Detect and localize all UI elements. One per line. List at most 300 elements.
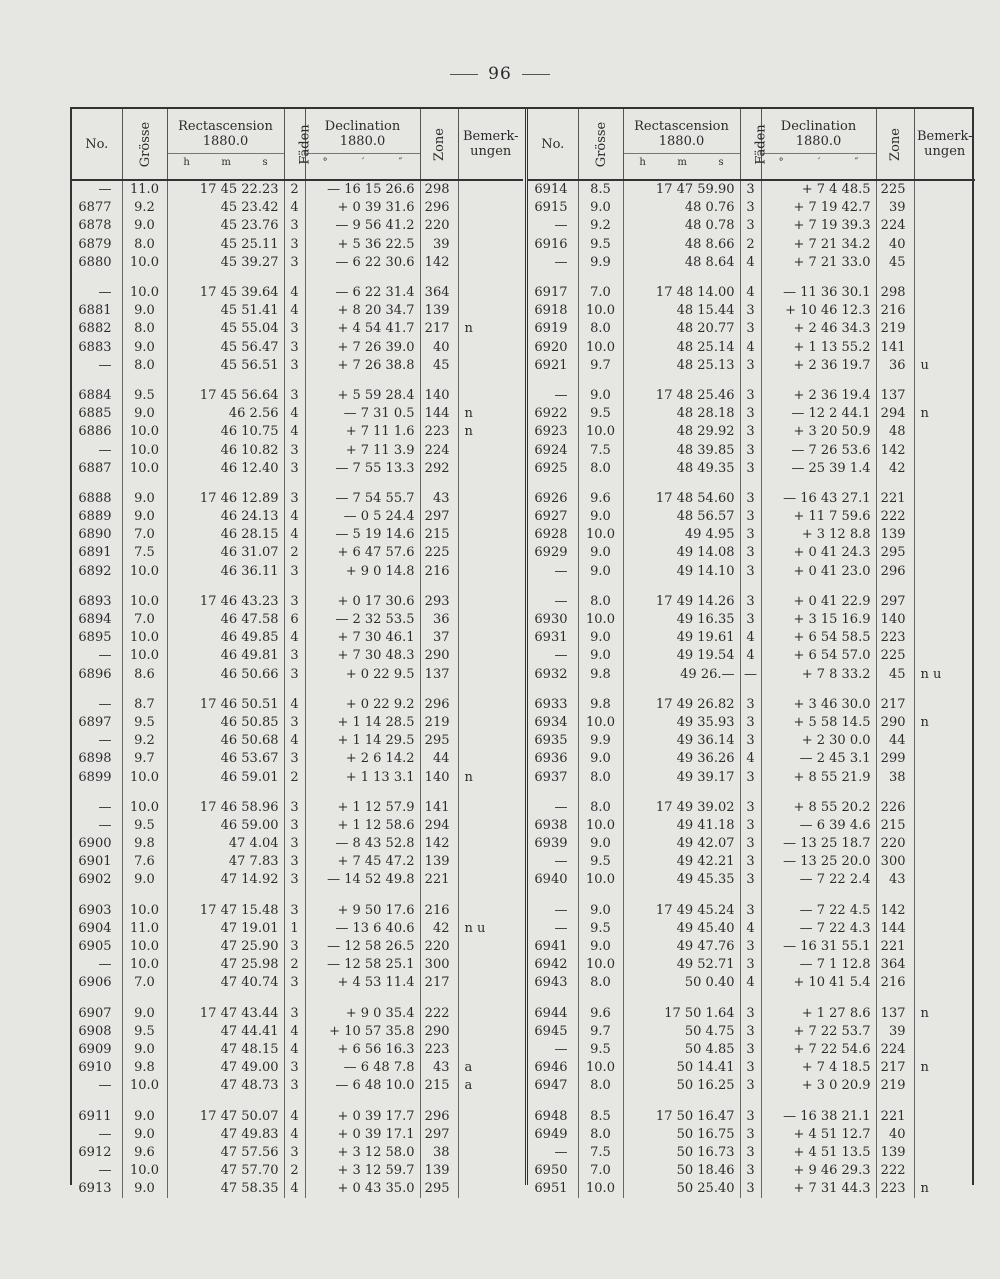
right-ascension-cell: 49 52.71 (623, 956, 740, 974)
zone-cell: 221 (876, 1095, 914, 1125)
right-ascension-cell: 46 53.67 (167, 750, 284, 768)
threads-cell: 3 (740, 563, 761, 581)
magnitude-cell: 9.7 (578, 1023, 623, 1041)
right-ascension-cell: 17 47 15.48 (167, 890, 284, 920)
star-number-cell: 6944 (528, 993, 578, 1023)
threads-cell: 3 (740, 526, 761, 544)
zone-cell: 297 (420, 508, 458, 526)
star-number-cell: — (72, 357, 122, 375)
threads-cell: 3 (740, 993, 761, 1023)
threads-cell: 3 (740, 1041, 761, 1059)
remarks-cell (458, 684, 523, 714)
declination-cell: — 16 31 55.1 (761, 938, 876, 956)
star-number-cell: — (528, 217, 578, 235)
right-ascension-cell: 46 2.56 (167, 405, 284, 423)
zone-cell: 220 (876, 835, 914, 853)
threads-cell: 3 (740, 890, 761, 920)
table-row (528, 272, 975, 302)
star-number-cell: 6908 (72, 1023, 122, 1041)
magnitude-cell: 11.0 (122, 180, 167, 199)
header-zone: Zone (876, 109, 914, 180)
zone-cell: 225 (876, 180, 914, 199)
declination-cell: + 3 12 58.0 (305, 1144, 420, 1162)
zone-cell: 221 (420, 871, 458, 889)
star-number-cell: 6921 (528, 357, 578, 375)
threads-cell: 3 (740, 835, 761, 853)
right-ascension-cell: 49 4.95 (623, 526, 740, 544)
zone-cell: 137 (876, 993, 914, 1023)
right-ascension-cell: 49 36.26 (623, 750, 740, 768)
threads-cell: 4 (284, 508, 305, 526)
table-row (528, 956, 975, 974)
remarks-cell (458, 714, 523, 732)
star-number-cell: 6934 (528, 714, 578, 732)
declination-cell: — 9 56 41.2 (305, 217, 420, 235)
threads-cell: 2 (284, 956, 305, 974)
star-number-cell: — (528, 787, 578, 817)
remarks-cell: a (464, 1060, 473, 1076)
table-row (528, 974, 975, 992)
right-ascension-cell: 47 57.56 (167, 1144, 284, 1162)
magnitude-cell: 11.0 (122, 920, 167, 938)
star-number-cell: — (528, 1144, 578, 1162)
right-ascension-cell: 46 59.01 (167, 768, 284, 786)
zone-cell: 42 (876, 460, 914, 478)
remarks-cell (914, 441, 975, 459)
star-number-cell: 6930 (528, 611, 578, 629)
declination-cell: — 16 15 26.6 (305, 180, 420, 199)
magnitude-cell: 9.5 (578, 920, 623, 938)
zone-cell: 219 (420, 714, 458, 732)
declination-cell: + 0 39 31.6 (305, 199, 420, 217)
table-row (72, 993, 523, 1023)
right-ascension-cell: 49 14.08 (623, 544, 740, 562)
right-ascension-cell: 17 50 16.47 (623, 1095, 740, 1125)
table-row (528, 1144, 975, 1162)
threads-cell: 3 (740, 423, 761, 441)
star-number-cell: 6927 (528, 508, 578, 526)
magnitude-cell: 8.0 (578, 768, 623, 786)
remarks-cell (914, 974, 975, 992)
declination-cell: + 6 47 57.6 (305, 544, 420, 562)
declination-cell: + 2 36 19.4 (761, 375, 876, 405)
star-number-cell: — (528, 890, 578, 920)
remarks-cell (458, 890, 523, 920)
remarks-cell (914, 732, 975, 750)
declination-cell: — 5 19 14.6 (305, 526, 420, 544)
star-number-cell: 6914 (528, 180, 578, 199)
magnitude-cell: 9.2 (578, 217, 623, 235)
right-ascension-cell: 17 49 45.24 (623, 890, 740, 920)
star-number-cell: 6882 (72, 320, 122, 338)
remarks-cell (458, 441, 523, 459)
zone-cell: 139 (420, 853, 458, 871)
right-ascension-cell: 17 49 26.82 (623, 684, 740, 714)
magnitude-cell: 9.0 (578, 544, 623, 562)
declination-cell: — 14 52 49.8 (305, 871, 420, 889)
threads-cell: 3 (740, 217, 761, 235)
star-number-cell: 6883 (72, 339, 122, 357)
threads-cell: 4 (284, 423, 305, 441)
table-row (528, 993, 975, 1023)
declination-cell: + 7 22 54.6 (761, 1041, 876, 1059)
remarks-cell (914, 217, 975, 235)
zone-cell: 40 (876, 236, 914, 254)
magnitude-cell: 10.0 (578, 1180, 623, 1198)
threads-cell: 4 (740, 974, 761, 992)
magnitude-cell: 8.0 (578, 974, 623, 992)
right-ascension-cell: 17 50 1.64 (623, 993, 740, 1023)
magnitude-cell: 10.0 (122, 890, 167, 920)
threads-cell: 4 (284, 684, 305, 714)
table-row (528, 581, 975, 611)
remarks-cell (458, 302, 523, 320)
star-number-cell: 6899 (72, 768, 122, 786)
header-declination: Declination 1880.0 ° ′ ″ (761, 109, 876, 180)
left-table-body (72, 180, 523, 1198)
right-ascension-cell: 50 4.85 (623, 1041, 740, 1059)
star-number-cell: — (528, 581, 578, 611)
table-row (528, 1126, 975, 1144)
zone-cell: 39 (876, 1023, 914, 1041)
threads-cell: 3 (284, 1059, 305, 1077)
magnitude-cell: 7.0 (578, 272, 623, 302)
table-row (72, 357, 523, 375)
star-number-cell: 6880 (72, 254, 122, 272)
right-ascension-cell: 17 46 43.23 (167, 581, 284, 611)
star-number-cell: — (528, 920, 578, 938)
header-rectascension: Rectascension 1880.0 h m s (167, 109, 284, 180)
magnitude-cell: 8.0 (122, 236, 167, 254)
remarks-cell (914, 581, 975, 611)
threads-cell: 3 (740, 817, 761, 835)
right-ascension-cell: 49 36.14 (623, 732, 740, 750)
zone-cell: 142 (420, 835, 458, 853)
star-number-cell: 6898 (72, 750, 122, 768)
threads-cell: 3 (740, 1059, 761, 1077)
zone-cell: 222 (876, 1162, 914, 1180)
star-number-cell: 6878 (72, 217, 122, 235)
star-number-cell: 6922 (528, 405, 578, 423)
right-ascension-cell: 45 56.47 (167, 339, 284, 357)
magnitude-cell: 8.5 (578, 180, 623, 199)
table-header-row (72, 109, 523, 180)
right-ascension-cell: 47 57.70 (167, 1162, 284, 1180)
remarks-cell (458, 254, 523, 272)
declination-cell: + 7 30 46.1 (305, 629, 420, 647)
right-ascension-cell: 48 15.44 (623, 302, 740, 320)
table-row (528, 835, 975, 853)
declination-cell: — 13 25 20.0 (761, 853, 876, 871)
threads-cell: 3 (740, 1077, 761, 1095)
zone-cell: 216 (420, 890, 458, 920)
table-row (528, 890, 975, 920)
magnitude-cell: 8.0 (578, 1077, 623, 1095)
threads-cell: 4 (284, 629, 305, 647)
remarks-cell (458, 478, 523, 508)
magnitude-cell: 9.9 (578, 732, 623, 750)
star-number-cell: 6917 (528, 272, 578, 302)
magnitude-cell: 8.0 (578, 1126, 623, 1144)
magnitude-cell: 9.0 (122, 405, 167, 423)
table-row (72, 938, 523, 956)
right-ascension-cell: 49 26.— (623, 666, 740, 684)
right-ascension-cell: 17 48 14.00 (623, 272, 740, 302)
zone-cell: 222 (876, 508, 914, 526)
remarks-cell (458, 1180, 523, 1198)
table-row (72, 460, 523, 478)
left-column (72, 109, 523, 1197)
threads-cell: 4 (284, 302, 305, 320)
right-ascension-cell: 47 58.35 (167, 1180, 284, 1198)
table-row (528, 320, 975, 338)
table-row (528, 1095, 975, 1125)
declination-cell: + 7 26 39.0 (305, 339, 420, 357)
star-number-cell: 6891 (72, 544, 122, 562)
declination-cell: + 3 0 20.9 (761, 1077, 876, 1095)
zone-cell: 44 (876, 732, 914, 750)
magnitude-cell: 10.0 (122, 441, 167, 459)
remarks-cell (914, 750, 975, 768)
remarks-cell (458, 180, 523, 199)
zone-cell: 139 (420, 1162, 458, 1180)
zone-cell: 298 (876, 272, 914, 302)
remarks-cell (458, 750, 523, 768)
magnitude-cell: 9.0 (122, 339, 167, 357)
remarks-cell (914, 956, 975, 974)
star-number-cell: 6924 (528, 441, 578, 459)
zone-cell: 296 (420, 1095, 458, 1125)
declination-cell: — 6 48 7.8 (305, 1059, 420, 1077)
zone-cell: 299 (876, 750, 914, 768)
zone-cell: 216 (876, 302, 914, 320)
magnitude-cell: 10.0 (578, 526, 623, 544)
remarks-cell (458, 1144, 523, 1162)
star-number-cell: 6897 (72, 714, 122, 732)
right-ascension-cell: 45 51.41 (167, 302, 284, 320)
remarks-cell: n (920, 1005, 929, 1021)
magnitude-cell: 10.0 (122, 629, 167, 647)
threads-cell: 3 (284, 817, 305, 835)
right-ascension-cell: 17 46 12.89 (167, 478, 284, 508)
threads-cell: 3 (284, 853, 305, 871)
magnitude-cell: 10.0 (122, 563, 167, 581)
table-row (72, 1144, 523, 1162)
magnitude-cell: 9.0 (122, 993, 167, 1023)
zone-cell: 144 (420, 405, 458, 423)
magnitude-cell: 10.0 (122, 581, 167, 611)
declination-cell: + 4 54 41.7 (305, 320, 420, 338)
table-row (72, 714, 523, 732)
table-row (528, 750, 975, 768)
zone-cell: 43 (420, 1059, 458, 1077)
remarks-cell: n (920, 1060, 929, 1076)
magnitude-cell: 9.0 (122, 1041, 167, 1059)
declination-cell: + 7 31 44.3 (761, 1180, 876, 1198)
magnitude-cell: 9.8 (578, 666, 623, 684)
threads-cell: 3 (740, 1023, 761, 1041)
threads-cell: 4 (284, 199, 305, 217)
remarks-cell: n u (920, 666, 942, 682)
magnitude-cell: 10.0 (122, 1077, 167, 1095)
star-number-cell: 6931 (528, 629, 578, 647)
zone-cell: 224 (420, 441, 458, 459)
remarks-cell (458, 236, 523, 254)
table-row (72, 544, 523, 562)
right-ascension-cell: 47 25.98 (167, 956, 284, 974)
declination-cell: + 6 54 58.5 (761, 629, 876, 647)
declination-cell: + 1 13 3.1 (305, 768, 420, 786)
right-ascension-cell: 46 12.40 (167, 460, 284, 478)
threads-cell: 3 (740, 611, 761, 629)
magnitude-cell: 10.0 (122, 423, 167, 441)
star-number-cell: 6943 (528, 974, 578, 992)
right-ascension-cell: 46 50.68 (167, 732, 284, 750)
magnitude-cell: 9.5 (122, 375, 167, 405)
magnitude-cell: 9.9 (578, 254, 623, 272)
remarks-cell (914, 236, 975, 254)
star-number-cell: 6928 (528, 526, 578, 544)
declination-cell: + 4 51 12.7 (761, 1126, 876, 1144)
magnitude-cell: 10.0 (578, 817, 623, 835)
star-number-cell: 6913 (72, 1180, 122, 1198)
right-ascension-cell: 17 47 43.44 (167, 993, 284, 1023)
declination-cell: + 5 36 22.5 (305, 236, 420, 254)
right-ascension-cell: 46 36.11 (167, 563, 284, 581)
remarks-cell (458, 853, 523, 871)
magnitude-cell: 9.2 (122, 732, 167, 750)
magnitude-cell: 9.0 (578, 508, 623, 526)
star-number-cell: 6932 (528, 666, 578, 684)
right-ascension-cell: 49 45.40 (623, 920, 740, 938)
declination-cell: — 2 45 3.1 (761, 750, 876, 768)
zone-cell: 141 (876, 339, 914, 357)
threads-cell: 3 (740, 871, 761, 889)
table-row (528, 787, 975, 817)
right-ascension-cell: 46 59.00 (167, 817, 284, 835)
zone-cell: 38 (876, 768, 914, 786)
table-row (528, 611, 975, 629)
zone-cell: 221 (876, 478, 914, 508)
table-row (72, 817, 523, 835)
zone-cell: 219 (876, 1077, 914, 1095)
table-row (72, 236, 523, 254)
table-row (72, 835, 523, 853)
magnitude-cell: 10.0 (578, 956, 623, 974)
zone-cell: 225 (876, 647, 914, 665)
zone-cell: 39 (876, 199, 914, 217)
magnitude-cell: 7.0 (578, 1162, 623, 1180)
star-number-cell: 6948 (528, 1095, 578, 1125)
star-number-cell: 6935 (528, 732, 578, 750)
zone-cell: 38 (420, 1144, 458, 1162)
remarks-cell (458, 835, 523, 853)
magnitude-cell: 8.5 (578, 1095, 623, 1125)
magnitude-cell: 10.0 (122, 1162, 167, 1180)
star-number-cell: 6912 (72, 1144, 122, 1162)
declination-cell: — 6 39 4.6 (761, 817, 876, 835)
star-number-cell: 6890 (72, 526, 122, 544)
star-number-cell: 6920 (528, 339, 578, 357)
threads-cell: 3 (284, 217, 305, 235)
zone-cell: 223 (420, 423, 458, 441)
declination-cell: — 7 26 53.6 (761, 441, 876, 459)
declination-cell: + 7 26 38.8 (305, 357, 420, 375)
magnitude-cell: 9.0 (122, 1126, 167, 1144)
threads-cell: 3 (284, 236, 305, 254)
table-row (72, 684, 523, 714)
declination-cell: + 9 50 17.6 (305, 890, 420, 920)
right-ascension-cell: 45 56.51 (167, 357, 284, 375)
table-row (72, 1126, 523, 1144)
zone-cell: 294 (876, 405, 914, 423)
right-ascension-cell: 49 42.07 (623, 835, 740, 853)
declination-cell: + 8 55 20.2 (761, 787, 876, 817)
declination-cell: + 1 14 29.5 (305, 732, 420, 750)
right-ascension-cell: 50 16.25 (623, 1077, 740, 1095)
magnitude-cell: 10.0 (122, 956, 167, 974)
right-ascension-cell: 48 25.13 (623, 357, 740, 375)
header-groesse: Grösse (578, 109, 623, 180)
table-row (72, 920, 523, 938)
right-ascension-cell: 45 25.11 (167, 236, 284, 254)
star-number-cell: — (72, 684, 122, 714)
magnitude-cell: 9.8 (578, 684, 623, 714)
table-row (528, 508, 975, 526)
declination-cell: + 7 4 48.5 (761, 180, 876, 199)
table-row (528, 1077, 975, 1095)
threads-cell: 4 (284, 405, 305, 423)
zone-cell: 45 (876, 666, 914, 684)
star-number-cell: 6941 (528, 938, 578, 956)
star-number-cell: 6910 (72, 1059, 122, 1077)
remarks-cell (914, 254, 975, 272)
remarks-cell (458, 666, 523, 684)
right-ascension-cell: 48 49.35 (623, 460, 740, 478)
magnitude-cell: 8.0 (122, 357, 167, 375)
magnitude-cell: 9.8 (122, 1059, 167, 1077)
star-number-cell: 6946 (528, 1059, 578, 1077)
zone-cell: 290 (420, 1023, 458, 1041)
threads-cell: 4 (284, 1126, 305, 1144)
header-bemerkungen: Bemerk- ungen (914, 109, 975, 180)
star-number-cell: 6905 (72, 938, 122, 956)
declination-cell: — 6 22 30.6 (305, 254, 420, 272)
magnitude-cell: 9.2 (122, 199, 167, 217)
remarks-cell: n (464, 321, 473, 337)
magnitude-cell: 10.0 (122, 938, 167, 956)
magnitude-cell: 7.6 (122, 853, 167, 871)
zone-cell: 222 (420, 993, 458, 1023)
right-ascension-cell: 50 0.40 (623, 974, 740, 992)
declination-cell: + 7 22 53.7 (761, 1023, 876, 1041)
threads-cell: 2 (284, 544, 305, 562)
magnitude-cell: 9.7 (578, 357, 623, 375)
magnitude-cell: 8.6 (122, 666, 167, 684)
right-ascension-cell: 46 10.75 (167, 423, 284, 441)
threads-cell: 3 (284, 460, 305, 478)
threads-cell: 3 (740, 180, 761, 199)
remarks-cell (914, 647, 975, 665)
table-row (72, 1162, 523, 1180)
table-row (72, 787, 523, 817)
magnitude-cell: 9.5 (578, 405, 623, 423)
magnitude-cell: 9.0 (578, 750, 623, 768)
right-ascension-cell: 50 16.75 (623, 1126, 740, 1144)
remarks-cell (458, 217, 523, 235)
right-ascension-cell: 48 25.14 (623, 339, 740, 357)
magnitude-cell: 9.6 (122, 1144, 167, 1162)
